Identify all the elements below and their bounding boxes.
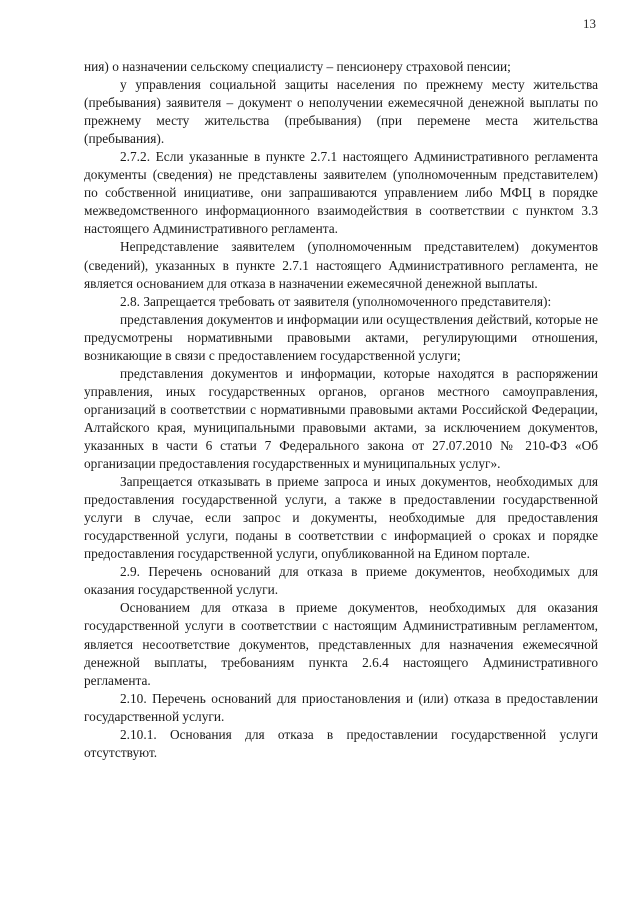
paragraph-2-10-1: 2.10.1. Основания для отказа в предоставлении государственной услуги отсутствуют.: [84, 726, 598, 760]
paragraph-grounds-for-refusal: Основанием для отказа в приеме документов, необходимых для оказания государственной услуги в соответствии с настоящим Административным регламентом, является несоответствие документов, представленных для назначения ежемесячной денежной выплаты, требованиям пункта 2.6.4 настоящего Административного регламента.: [84, 600, 598, 688]
page-number: 13: [583, 16, 596, 31]
paragraph-non-submission: Непредставление заявителем (уполномоченным представителем) документов (сведений), указанных в пункте 2.7.1 настоящего Административного регламента, не является основанием для отказа в назначении ежемесячной денежной выплаты.: [84, 239, 598, 291]
paragraph-2-7-2: 2.7.2. Если указанные в пункте 2.7.1 настоящего Административного регламента документы (сведения) не представлены заявителем (уполномоченным представителем) по собственной инициативе, они запрашиваются управлением либо МФЦ в порядке межведомственного информационного взаимодействия в соответствии с пунктом 3.3 настоящего Административного регламента.: [84, 149, 598, 237]
document-body: [84, 58, 598, 762]
paragraph-continuation: ния) о назначении сельскому специалисту – пенсионеру страховой пенсии;: [84, 59, 511, 74]
paragraph-2-8-item-1: представления документов и информации или осуществления действий, которые не предусмотрены нормативными правовыми актами, регулирующими отношения, возникающие в связи с предоставлением государственной услуги;: [84, 311, 598, 363]
paragraph-2-10: 2.10. Перечень оснований для приостановления и (или) отказа в предоставлении государственной услуги.: [84, 690, 598, 724]
paragraph-refusal-prohibited: Запрещается отказывать в приеме запроса и иных документов, необходимых для предоставления государственной услуги, а также в предоставлении государственной услуги в случае, если запрос и документы, необходимые для предоставления государственной услуги, поданы в соответствии с информацией о сроках и порядке предоставления государственной услуги, опубликованной на Едином портале.: [84, 474, 598, 562]
paragraph-2-8: 2.8. Запрещается требовать от заявителя (уполномоченного представителя):: [120, 293, 552, 309]
paragraph-2-8-item-2: представления документов и информации, которые находятся в распоряжении управления, иных государственных органов, органов местного самоуправления, организаций в соответствии с нормативными правовыми актами Российской Федерации, Алтайского края, муниципальными правовыми актами, за исключением документов, указанных в части 6 статьи 7 Федерального закона от 27.07.2010 № 210-ФЗ «Об организации предоставления государственных и муниципальных услуг».: [84, 365, 598, 472]
paragraph-2-9: 2.9. Перечень оснований для отказа в приеме документов, необходимых для оказания государственной услуги.: [84, 564, 598, 598]
paragraph-social-protection: у управления социальной защиты населения по прежнему месту жительства (пребывания) заявителя – документ о неполучении ежемесячной денежной выплаты по прежнему месту жительства (пребывания) (при перемене места жительства (пребывания).: [84, 77, 598, 147]
